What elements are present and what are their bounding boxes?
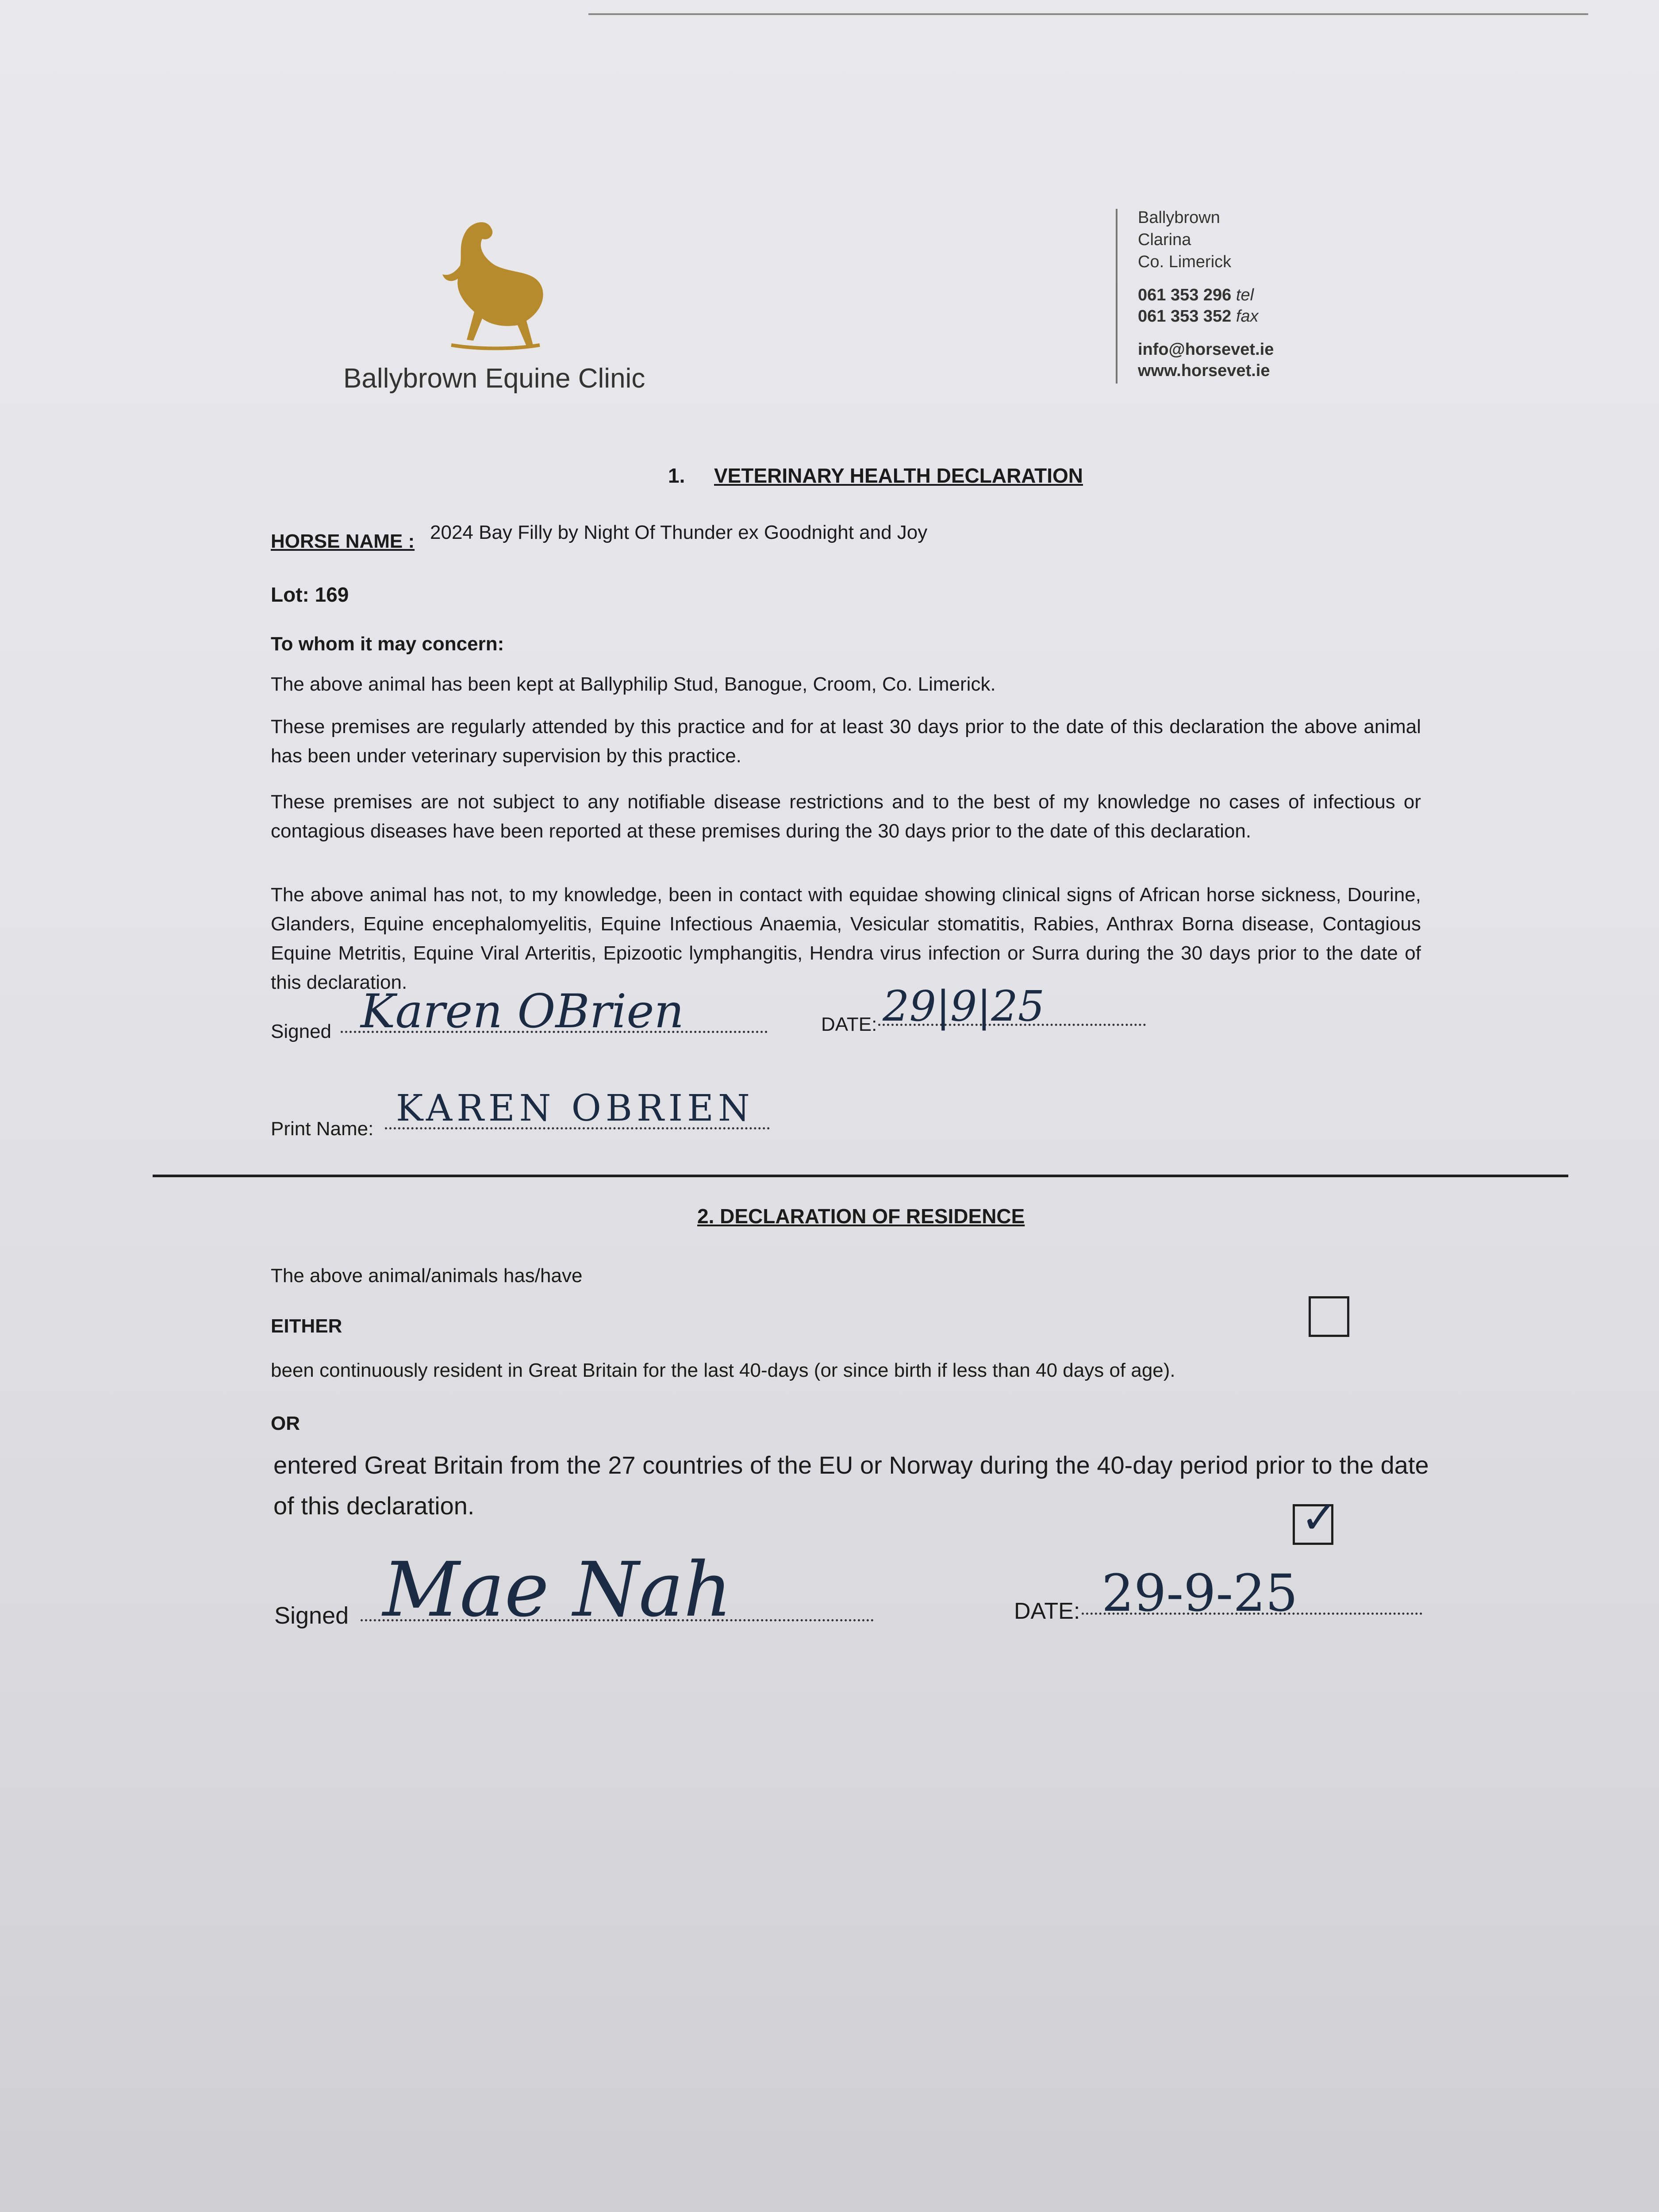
tel-line <box>1138 284 1254 306</box>
date-label-2: DATE: <box>1014 1598 1080 1624</box>
signed-label-2: Signed <box>274 1602 349 1629</box>
clinic-name: Ballybrown Equine Clinic <box>343 363 645 394</box>
top-edge-line <box>588 13 1588 15</box>
lot-number: Lot: 169 <box>271 583 349 606</box>
tel-label: tel <box>1236 286 1254 304</box>
section1-number: 1. <box>668 464 685 487</box>
or-label: OR <box>271 1413 300 1434</box>
handwritten-date-1: 29|9|25 <box>883 982 1045 1031</box>
address-line-3: Co. Limerick <box>1138 253 1232 271</box>
section2-title: 2. DECLARATION OF RESIDENCE <box>697 1205 1025 1228</box>
greeting: To whom it may concern: <box>271 633 504 655</box>
option1-checkbox[interactable] <box>1309 1296 1349 1337</box>
address-divider <box>1116 209 1118 384</box>
option2-tick-mark: ✓ <box>1301 1492 1338 1544</box>
website-address: www.horsevet.ie <box>1138 361 1270 380</box>
section1-title: VETERINARY HEALTH DECLARATION <box>714 464 1083 487</box>
handwritten-signature-2: Mae Nah <box>383 1546 732 1634</box>
option1-text: been continuously resident in Great Britain for the last 40-days (or since birth if less than 40 days of age). <box>271 1359 1175 1381</box>
paragraph-diseases: The above animal has not, to my knowledge, been in contact with equidae showing clinical signs of African horse sickness, Dourine, Glanders, Equine encephalomyelitis, Equine Infectious Anaemia, Vesicular stomatitis, Rabies, Anthrax Borna disease, Contagious Equine Metritis, Equine Viral Arteritis, Epizootic lymphangitis, Hendra virus infection or Surra during the 30 days prior to the date of this declaration. <box>271 884 1421 993</box>
fax-line <box>1138 306 1259 327</box>
date-label-1: DATE: <box>821 1014 877 1035</box>
horse-name-label: HORSE NAME : <box>271 530 415 552</box>
rearing-horse-logo <box>425 217 557 354</box>
handwritten-date-2: 29-9-25 <box>1102 1564 1298 1623</box>
email-address: info@horsevet.ie <box>1138 340 1274 359</box>
fax-number: 061 353 352 <box>1138 307 1232 326</box>
option2-text: entered Great Britain from the 27 countries of the EU or Norway during the 40-day period prior to the date of this declaration. <box>273 1451 1429 1520</box>
fax-label: fax <box>1236 307 1259 326</box>
paragraph-restrictions: These premises are not subject to any notifiable disease restrictions and to the best of my knowledge no cases of infectious or contagious diseases have been reported at these premises during the 30 days prior to the date of this declaration. <box>271 791 1421 842</box>
residence-intro: The above animal/animals has/have <box>271 1265 583 1286</box>
horse-name-value: 2024 Bay Filly by Night Of Thunder ex Goodnight and Joy <box>430 522 928 543</box>
paragraph-premises: The above animal has been kept at Ballyphilip Stud, Banogue, Croom, Co. Limerick. <box>271 673 996 695</box>
tel-number: 061 353 296 <box>1138 286 1232 304</box>
address-line-1: Ballybrown <box>1138 208 1220 227</box>
either-label: EITHER <box>271 1315 342 1337</box>
section-divider <box>153 1175 1568 1177</box>
handwritten-print-name: KAREN OBRIEN <box>396 1087 754 1129</box>
address-line-2: Clarina <box>1138 230 1191 249</box>
signed-label-1: Signed <box>271 1021 332 1042</box>
print-name-label: Print Name: <box>271 1118 374 1140</box>
handwritten-signature-1: Karen OBrien <box>361 984 684 1038</box>
paragraph-supervision: These premises are regularly attended by this practice and for at least 30 days prior to the date of this declaration the above animal has been under veterinary supervision by this practice. <box>271 716 1421 767</box>
